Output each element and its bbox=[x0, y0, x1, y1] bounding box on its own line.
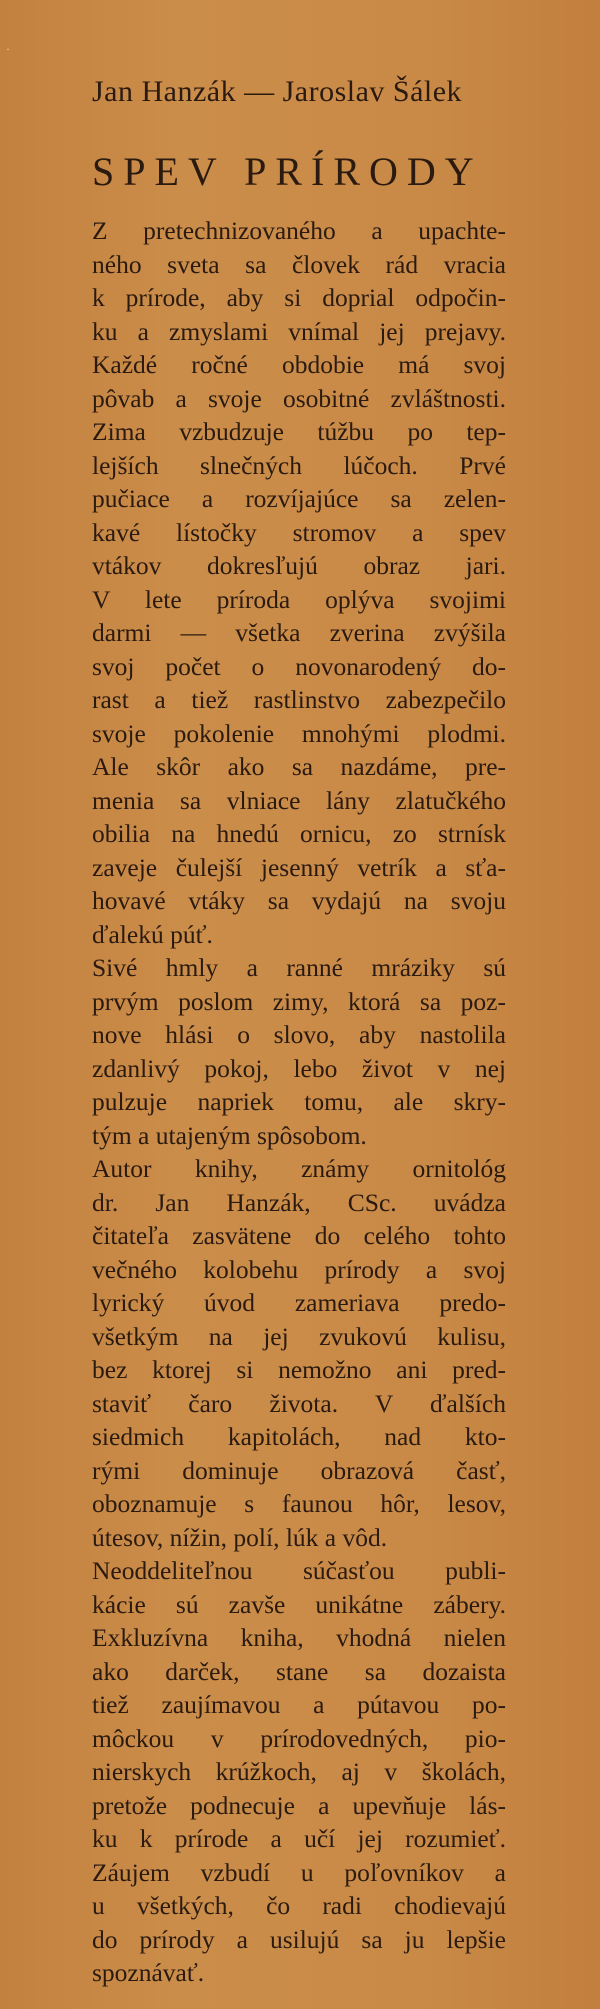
blurb-line: Sivé hmly a ranné mráziky sú bbox=[92, 953, 506, 982]
blurb-line: kácie sú zavše unikátne zábery. bbox=[92, 1589, 506, 1619]
blurb-line: rými dominuje obrazová časť, bbox=[92, 1455, 506, 1485]
blurb-paragraph-2 bbox=[92, 951, 506, 1152]
blurb-line: k prírode, aby si doprial odpočin- bbox=[92, 283, 506, 312]
authors-line: Jan Hanzák — Jaroslav Šálek bbox=[92, 75, 463, 108]
blurb-line: staviť čaro života. V ďalších bbox=[92, 1388, 506, 1418]
blurb-line: tým a utajeným spôsobom. bbox=[92, 1120, 367, 1150]
blurb-line: Neoddeliteľnou súčasťou publi- bbox=[92, 1556, 506, 1585]
blurb-line: nove hlási o slovo, aby nastolila bbox=[92, 1020, 506, 1049]
blurb-line: svoj počet o novonarodený do- bbox=[92, 651, 506, 681]
blurb-line: V lete príroda oplýva svojimi bbox=[92, 584, 506, 614]
blurb-line: rast a tiež rastlinstvo zabezpečilo bbox=[92, 685, 506, 714]
blurb-line: pretože podnecuje a upevňuje lás- bbox=[92, 1790, 506, 1820]
blurb-line: menia sa vlniace lány zlatučkého bbox=[92, 785, 506, 815]
blurb-line: tiež zaujímavou a pútavou po- bbox=[92, 1690, 506, 1719]
book-title: SPEV PRÍRODY bbox=[92, 149, 483, 194]
blurb-paragraph-3 bbox=[92, 1152, 506, 1554]
blurb-paragraph-1 bbox=[92, 214, 506, 951]
corner-speck: · bbox=[6, 42, 10, 56]
blurb-line: svoje pokolenie mnohými plodmi. bbox=[92, 718, 506, 748]
blurb-line: obilia na hnedú ornicu, zo strnísk bbox=[92, 819, 506, 848]
blurb-line: Záujem vzbudí u poľovníkov a bbox=[92, 1857, 506, 1887]
blurb-line: nierskych krúžkoch, aj v školách, bbox=[92, 1757, 506, 1786]
blurb-line: ku k prírode a učí jej rozumieť. bbox=[92, 1824, 506, 1853]
blurb-paragraph-4 bbox=[92, 1554, 506, 1990]
blurb-line: všetkým na jej zvukovú kulisu, bbox=[92, 1321, 506, 1351]
blurb-line: Z pretechnizovaného a upachte- bbox=[92, 216, 506, 245]
blurb-line: dr. Jan Hanzák, CSc. uvádza bbox=[92, 1187, 506, 1217]
blurb-line: hovavé vtáky sa vydajú na svoju bbox=[92, 886, 506, 915]
blurb-line: pôvab a svoje osobitné zvláštnosti. bbox=[92, 383, 506, 413]
blurb-line: oboznamuje s faunou hôr, lesov, bbox=[92, 1489, 506, 1518]
blurb-line: spoznávať. bbox=[92, 1958, 205, 1987]
blurb-text bbox=[92, 214, 506, 1990]
blurb-line: kavé lístočky stromov a spev bbox=[92, 517, 506, 547]
blurb-line: pučiace a rozvíjajúce sa zelen- bbox=[92, 484, 506, 513]
blurb-line: Exkluzívna kniha, vhodná nielen bbox=[92, 1623, 506, 1652]
blurb-line: útesov, nížin, polí, lúk a vôd. bbox=[92, 1522, 388, 1552]
blurb-line: Zima vzbudzuje túžbu po tep- bbox=[92, 417, 506, 446]
blurb-line: Ale skôr ako sa nazdáme, pre- bbox=[92, 752, 506, 781]
blurb-line: ku a zmyslami vnímal jej prejavy. bbox=[92, 316, 506, 346]
blurb-line: ďalekú púť. bbox=[92, 919, 213, 949]
blurb-line: vtákov dokresľujú obraz jari. bbox=[92, 551, 506, 580]
blurb-line: bez ktorej si nemožno ani pred- bbox=[92, 1355, 506, 1384]
blurb-line: u všetkých, čo radi chodievajú bbox=[92, 1891, 506, 1920]
blurb-line: do prírody a usilujú sa ju lepšie bbox=[92, 1924, 506, 1954]
blurb-line: ného sveta sa človek rád vracia bbox=[92, 249, 506, 279]
blurb-line: môckou v prírodovedných, pio- bbox=[92, 1723, 506, 1753]
blurb-line: Autor knihy, známy ornitológ bbox=[92, 1154, 506, 1183]
blurb-line: ako darček, stane sa dozaista bbox=[92, 1656, 506, 1686]
blurb-line: večného kolobehu prírody a svoj bbox=[92, 1254, 506, 1284]
blurb-line: lejších slnečných lúčoch. Prvé bbox=[92, 450, 506, 480]
blurb-line: čitateľa zasvätene do celého tohto bbox=[92, 1221, 506, 1250]
blurb-line: lyrický úvod zameriava predo- bbox=[92, 1288, 506, 1317]
blurb-line: zaveje čulejší jesenný vetrík a sťa- bbox=[92, 852, 506, 882]
blurb-line: darmi — všetka zverina zvýšila bbox=[92, 618, 506, 647]
blurb-line: prvým poslom zimy, ktorá sa poz- bbox=[92, 986, 506, 1016]
blurb-line: zdanlivý pokoj, lebo život v nej bbox=[92, 1053, 506, 1083]
blurb-line: siedmich kapitolách, nad kto- bbox=[92, 1422, 506, 1451]
blurb-line: pulzuje napriek tomu, ale skry- bbox=[92, 1087, 506, 1116]
blurb-line: Každé ročné obdobie má svoj bbox=[92, 350, 506, 379]
